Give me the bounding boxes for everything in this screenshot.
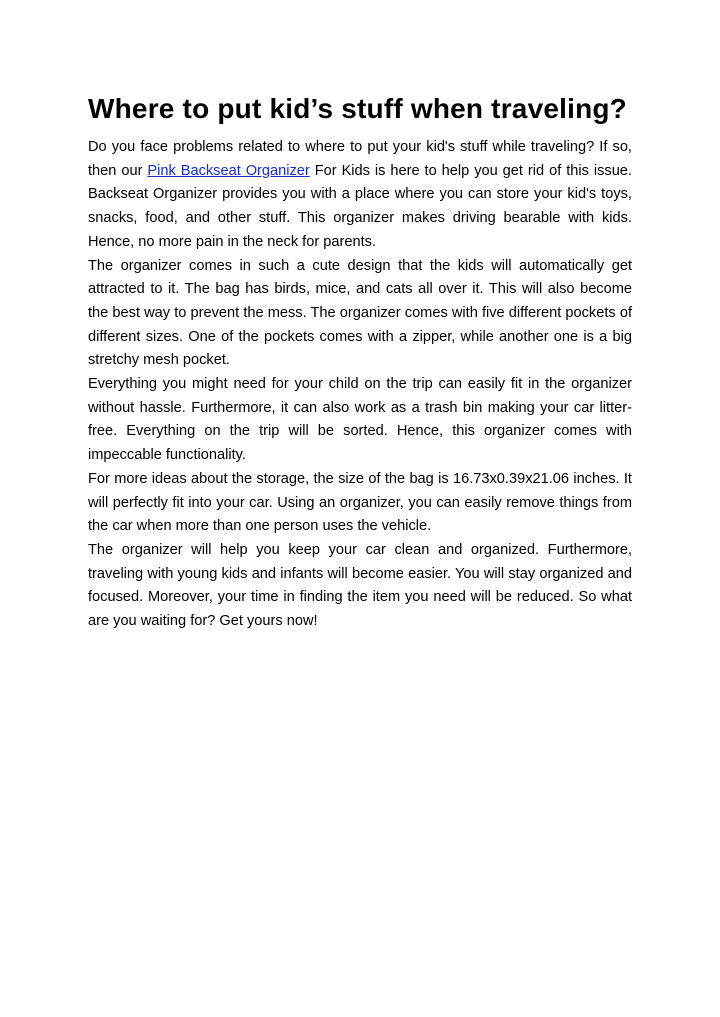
paragraph-2: The organizer comes in such a cute design that the kids will automatically get attracted to it. The bag has birds, mice, and cats all over it. This will also become the best way to prevent the mess. The organizer comes with five different pockets of different sizes. One of the pockets comes with a zipper, while another one is a big stretchy mesh pocket. xyxy=(88,257,632,369)
paragraph-3: Everything you might need for your child on the trip can easily fit in the organizer without hassle. Furthermore, it can also work as a trash bin making your car litter-free. Everything on the trip will be sorted. Hence, this organizer comes with impeccable functionality. xyxy=(88,376,632,464)
page-title: Where to put kid’s stuff when traveling? xyxy=(88,93,627,124)
paragraph-1-text-before-link: Do you face problems related to where to put your kid's stuff while traveling? If so, then our xyxy=(88,139,632,179)
article-body xyxy=(88,136,632,634)
paragraph-1-text-after-link: For Kids is here to help you get rid of this issue. Backseat Organizer provides you with a place where you can store your kid's toys, snacks, food, and other stuff. This organizer makes driving bearable with kids. Hence, no more pain in the neck for parents. xyxy=(88,162,632,250)
paragraph-4: For more ideas about the storage, the size of the bag is 16.73x0.39x21.06 inches. It will perfectly fit into your car. Using an organizer, you can easily remove things from the car when more than one person uses the vehicle. xyxy=(88,470,632,535)
article-content xyxy=(88,86,632,634)
pink-backseat-organizer-link[interactable]: Pink Backseat Organizer xyxy=(147,162,310,179)
paragraph-1 xyxy=(88,136,632,255)
paragraph-5: The organizer will help you keep your car clean and organized. Furthermore, traveling with young kids and infants will become easier. You will stay organized and focused. Moreover, your time in finding the item you need will be reduced. So what are you waiting for? Get yours now! xyxy=(88,541,632,630)
